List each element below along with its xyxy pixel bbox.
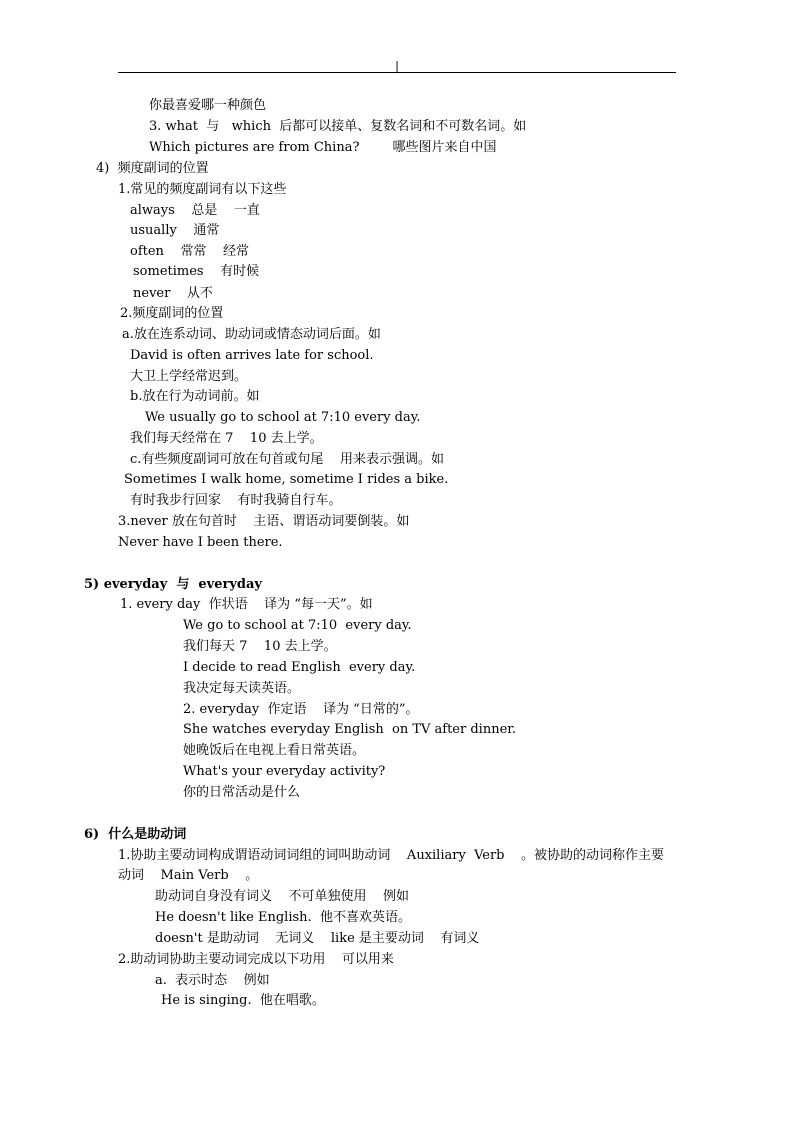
text-line: Never have I been there. <box>118 535 283 550</box>
text-line: 大卫上学经常迟到。 <box>130 369 248 384</box>
text-line: David is often arrives late for school. <box>130 348 374 363</box>
text-line: sometimes 有时候 <box>133 264 260 279</box>
text-line: 她晚饭后在电视上看日常英语。 <box>183 743 366 758</box>
text-line: 2. everyday 作定语 译为 “日常的”。 <box>183 702 419 717</box>
text-line: c.有些频度副词可放在句首或句尾 用来表示强调。如 <box>130 452 444 467</box>
text-line: 2.助动词协助主要动词完成以下功用 可以用来 <box>118 952 394 967</box>
text-line: 你的日常活动是什么 <box>183 785 301 800</box>
text-line: 我决定每天读英语。 <box>183 681 301 696</box>
text-line: a.放在连系动词、助动词或情态动词后面。如 <box>122 327 381 342</box>
text-line: He doesn't like English. 他不喜欢英语。 <box>155 910 411 925</box>
text-line: He is singing. 他在唱歌。 <box>161 993 325 1008</box>
text-line: 我们每天 7 10 去上学。 <box>183 639 337 654</box>
text-line: often 常常 经常 <box>130 244 249 259</box>
text-line: 2.频度副词的位置 <box>120 306 224 321</box>
text-line: Sometimes I walk home, sometime I rides a bike. <box>124 472 449 487</box>
text-line: usually 通常 <box>130 223 220 238</box>
text-line: 3.never 放在句首时 主语、谓语动词要倒装。如 <box>118 514 410 529</box>
text-line: always 总是 一直 <box>130 203 260 218</box>
text-line: We usually go to school at 7:10 every day. <box>145 410 421 425</box>
section-heading: 6) 什么是助动词 <box>84 827 187 842</box>
section-heading: 4) 频度副词的位置 <box>96 161 209 176</box>
text-line: never 从不 <box>133 286 213 301</box>
text-line: 1.协助主要动词构成谓语动词词组的词叫助动词 Auxiliary Verb 。被协助的动词称作主要 <box>118 848 665 863</box>
text-line: 3. what 与 which 后都可以接单、复数名词和不可数名词。如 <box>149 119 527 134</box>
text-line: She watches everyday English on TV after dinner. <box>183 722 517 737</box>
text-line: doesn't 是助动词 无词义 like 是主要动词 有词义 <box>155 931 480 946</box>
section-heading: 5) everyday 与 everyday <box>84 577 262 592</box>
text-line: 助动词自身没有词义 不可单独使用 例如 <box>155 889 410 904</box>
header-mark: | <box>395 59 400 73</box>
text-line: a. 表示时态 例如 <box>155 973 270 988</box>
text-line: I decide to read English every day. <box>183 660 416 675</box>
text-line: 我们每天经常在 7 10 去上学。 <box>130 431 323 446</box>
text-line: We go to school at 7:10 every day. <box>183 618 412 633</box>
text-line: 有时我步行回家 有时我骑自行车。 <box>130 493 342 508</box>
text-line: 动词 Main Verb 。 <box>118 868 259 883</box>
text-line: What's your everyday activity? <box>183 764 386 779</box>
text-line: 1. every day 作状语 译为 “每一天”。如 <box>120 597 373 612</box>
text-line: b.放在行为动词前。如 <box>130 389 260 404</box>
text-line: Which pictures are from China? 哪些图片来自中国 <box>149 140 497 155</box>
text-line: 1.常见的频度副词有以下这些 <box>118 182 287 197</box>
text-line: 你最喜爱哪一种颜色 <box>149 98 267 113</box>
